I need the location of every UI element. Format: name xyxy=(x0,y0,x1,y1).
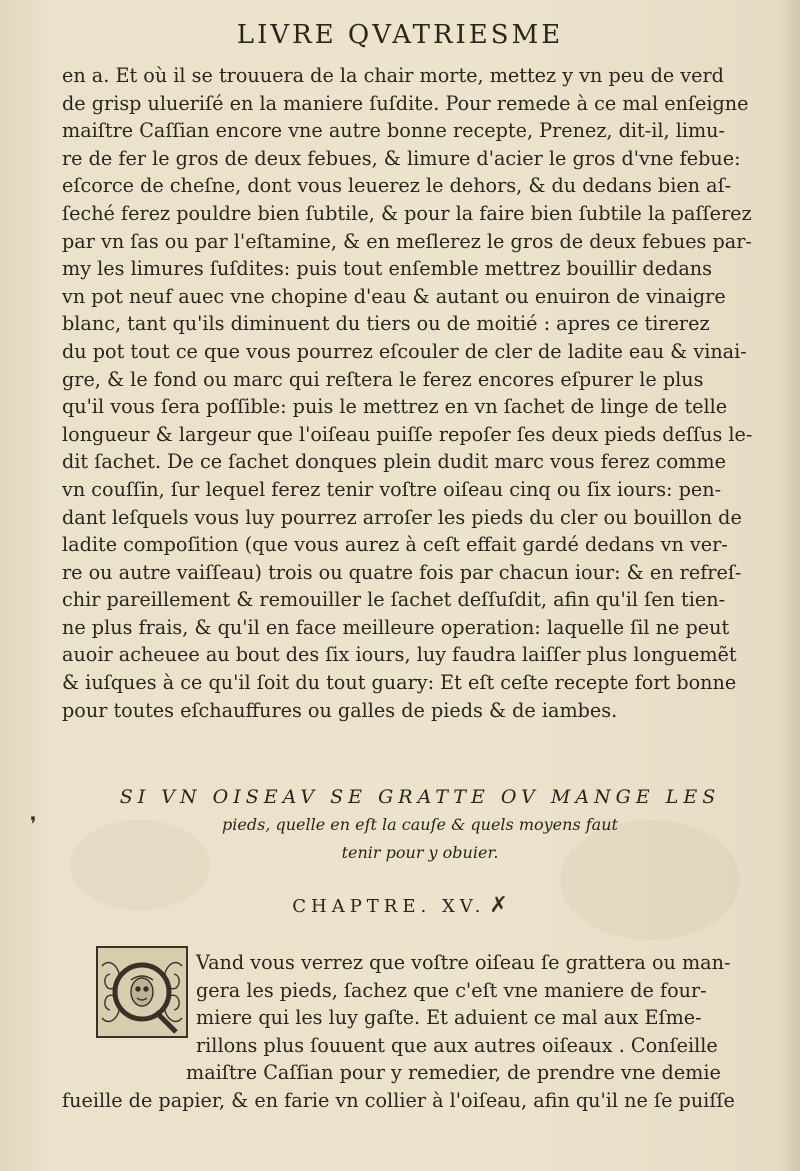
body-line: du pot tout ce que vous pourrez eſcouler de cler de ladite eau & vinai- xyxy=(62,339,747,363)
body-paragraph xyxy=(62,62,770,724)
section-heading-line-1: SI VN OISEAV SE GRATTE OV MANGE LES xyxy=(119,786,721,808)
body-line: auoir acheuee au bout des ſix iours, luy faudra laiſſer plus longuemẽt xyxy=(62,643,737,667)
body-line: vn pot neuf auec vne chopine d'eau & autant ou enuiron de vinaigre xyxy=(62,284,726,308)
body-line: eſcorce de cheſne, dont vous leuerez le dehors, & du dedans bien aſ- xyxy=(62,174,732,198)
body-line: vn couſſin, ſur lequel ferez tenir voſtre oiſeau cinq ou ſix iours: pen- xyxy=(62,477,722,501)
chapter-line: maiſtre Caſſian pour y remedier, de prendre vne demie xyxy=(186,1061,721,1085)
body-line: ne plus frais, & qu'il en face meilleure operation: laquelle ſil ne peut xyxy=(62,615,730,639)
body-line: dit ſachet. De ce ſachet donques plein dudit marc vous ferez comme xyxy=(62,450,726,474)
body-line: qu'il vous ſera poſſible: puis le mettrez en vn ſachet de linge de telle xyxy=(62,395,728,419)
chapter-line: miere qui les luy gaſte. Et aduient ce mal aux Eſme- xyxy=(196,1006,702,1030)
section-heading-line-3: tenir pour y obuier. xyxy=(341,843,499,862)
page-edge-shadow xyxy=(778,0,800,1171)
chapter-line: gera les pieds, ſachez que c'eſt vne maniere de four- xyxy=(196,978,707,1002)
body-line: blanc, tant qu'ils diminuent du tiers ou de moitié : apres ce tirerez xyxy=(62,312,710,336)
section-heading-line-2: pieds, quelle en eſt la cauſe & quels moyens faut xyxy=(222,815,618,834)
margin-pointer-mark: ❜ xyxy=(30,812,37,836)
chapter-title xyxy=(0,893,800,918)
body-line: longueur & largeur que l'oiſeau puiſſe repoſer ſes deux pieds deſſus le- xyxy=(62,422,753,446)
chapter-handwritten-mark: ✗ xyxy=(489,893,508,918)
body-line: re ou autre vaiſſeau) trois ou quatre fois par chacun iour: & en refreſ- xyxy=(62,560,742,584)
body-line: pour toutes eſchauffures ou galles de pieds & de iambes. xyxy=(62,698,618,722)
body-line: en a. Et où il se trouuera de la chair morte, mettez y vn peu de verd xyxy=(62,64,724,87)
chapter-title-text: CHAPTRE. XV. xyxy=(292,896,486,917)
chapter-line: Vand vous verrez que voſtre oiſeau ſe grattera ou man- xyxy=(196,951,731,974)
chapter-paragraph xyxy=(62,949,770,1115)
body-line: gre, & le fond ou marc qui reſtera le ferez encores eſpurer le plus xyxy=(62,367,704,391)
body-line: my les limures ſuſdites: puis tout enſemble mettrez bouillir dedans xyxy=(62,257,712,281)
body-line: ladite compoſition (que vous aurez à ceſt effait gardé dedans vn ver- xyxy=(62,533,728,557)
chapter-line: rillons plus ſouuent que aux autres oiſeaux . Conſeille xyxy=(196,1033,718,1057)
section-heading xyxy=(90,783,750,867)
chapter-line: fueille de papier, & en farie vn collier à l'oiſeau, afin qu'il ne ſe puiſſe xyxy=(62,1088,735,1112)
body-line: par vn ſas ou par l'eſtamine, & en meſlerez le gros de deux febues par- xyxy=(62,229,752,253)
body-line: de grisp ulueriſé en la maniere ſuſdite. Pour remede à ce mal enſeigne xyxy=(62,91,749,115)
body-line: maiſtre Caſſian encore vne autre bonne recepte, Prenez, dit-il, limu- xyxy=(62,119,726,143)
body-line: re de fer le gros de deux febues, & limure d'acier le gros d'vne febue: xyxy=(62,146,741,170)
body-line: ſeché ferez pouldre bien ſubtile, & pour la faire bien ſubtile la paſſerez xyxy=(62,201,752,225)
running-header: LIVRE QVATRIESME xyxy=(236,20,564,50)
body-line: & iuſques à ce qu'il ſoit du tout guary: Et eſt ceſte recepte fort bonne xyxy=(62,671,737,695)
body-line: dant leſquels vous luy pourrez arroſer les pieds du cler ou bouillon de xyxy=(62,505,742,529)
body-line: chir pareillement & remouiller le ſachet deſſuſdit, afin qu'il ſen tien- xyxy=(62,588,726,612)
